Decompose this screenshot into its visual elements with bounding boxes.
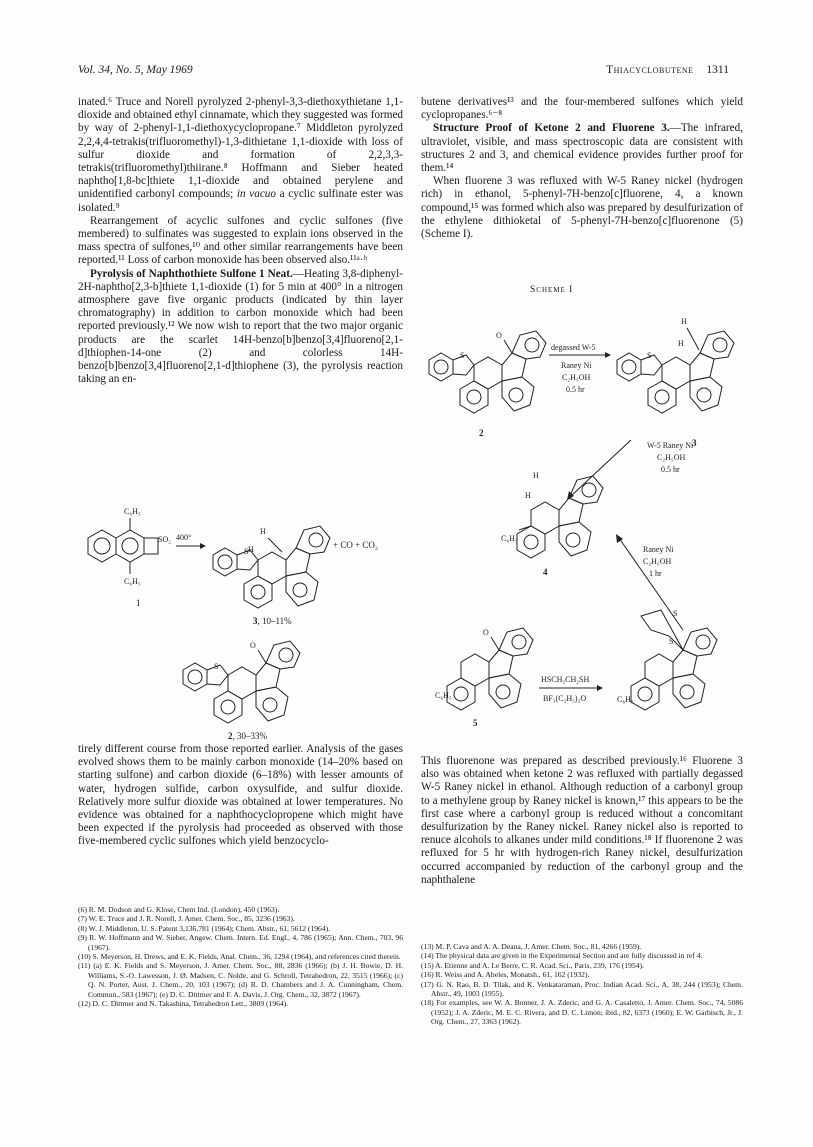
scheme-dithioketal	[617, 609, 717, 710]
paragraph: When fluorene 3 was refluxed with W-5 Raney nickel (hydrogen rich) in ethanol, 5-phenyl-7H-benzo[c]fluorene, 4, a known compound,¹⁵ was formed which also was prepared by desulfurization of the ethylene dithioketal of 5-phenyl-7H-benzo[c]fluorenone (5) (Scheme I).	[421, 175, 743, 241]
svg-text:C₂H₅OH: C₂H₅OH	[657, 453, 686, 462]
svg-text:HSCH₂CH₂SH: HSCH₂CH₂SH	[541, 675, 590, 684]
right-column-text	[421, 96, 743, 241]
phenyl-label: C₆H₅	[435, 691, 452, 700]
scheme-1-figure	[421, 300, 743, 728]
hydrogen-label: H	[260, 527, 266, 536]
footnote: (8) W. J. Middleton, U. S. Patent 3,136,781 (1964); Chem. Abstr., 61, 5612 (1964).	[78, 923, 331, 933]
scheme-compound-3	[617, 317, 734, 448]
right-column-text-continued	[421, 755, 743, 887]
paragraph: This fluorenone was prepared as described previously.¹⁶ Fluorene 3 also was obtained when ketone 2 was refluxed with partially degassed W-5 Raney nickel in ethanol. Although reduction of a carbonyl group to a methylene group by Raney nickel is known,¹⁷ this appears to be the first case where a carbonyl group is reduced without a concomitant desulfurization by the Raney nickel. Raney nickel also is reported to renuce alcohols to alkanes under mild conditions.¹⁸ If fluorenone 2 was refluxed for 5 hr with hydrogen-rich Raney nickel, desulfurization occurred accompanied by reduction of the carbonyl group and the naphthalene	[421, 755, 743, 886]
scheme-compound-5	[435, 628, 533, 728]
phenyl-label: C₆H₅	[617, 695, 634, 704]
oxygen-label: O	[496, 331, 502, 340]
compound-5-label: 5	[473, 718, 478, 728]
svg-text:0.5 hr: 0.5 hr	[566, 385, 585, 394]
footnote: (16) R. Weiss and A. Abeles, Monatsh., 61, 162 (1932).	[421, 970, 590, 980]
svg-text:Raney Ni: Raney Ni	[643, 545, 674, 554]
sulfur-label: S	[669, 637, 674, 646]
oxygen-label: O	[483, 628, 489, 637]
svg-text:0.5 hr: 0.5 hr	[661, 465, 680, 474]
sulfur-label: S	[647, 351, 652, 360]
journal-citation: Vol. 34, No. 5, May 1969	[78, 64, 193, 76]
footnote: (10) S. Meyerson, H. Drews, and E. K. Fields, Anal. Chem., 36, 1294 (1964), and references cited therein.	[78, 952, 401, 962]
paragraph: Structure Proof of Ketone 2 and Fluorene 3.—The infrared, ultraviolet, visible, and mass spectroscopic data are consistent with structures 2 and 3, and chemical evidence provides further proof for them.¹⁴	[421, 122, 743, 175]
svg-text:BF₃(C₂H₅)₂O: BF₃(C₂H₅)₂O	[543, 694, 587, 703]
svg-text:C₂H₅OH: C₂H₅OH	[562, 373, 591, 382]
paragraph: tirely different course from those reported earlier. Analysis of the gases evolved shows them to be mainly carbon monoxide (14–20% based on starting sulfone) and carbon dioxide (6–18%) with lesser amounts of water, hydrogen sulfide, carbon oxysulfide, and sulfur dioxide. Relatively more sulfur dioxide was obtained at lower temperatures. No evidence was obtained for a naphthocyclopropene which might have been expected if the pyrolysis had proceeded as observed with those five-membered cyclic sulfones which yield benzocyclo-	[78, 743, 403, 848]
svg-text:C₂H₅OH: C₂H₅OH	[643, 557, 672, 566]
footnote: (9) R. W. Hoffmann and W. Sieber, Angew. Chem. Intern. Ed. Engl., 4, 786 (1965); Ann. Chem., 703, 96 (1967).	[78, 933, 403, 952]
hydrogen-label: H	[533, 471, 539, 480]
compound-3-structure	[213, 526, 330, 608]
paragraph: butene derivatives¹³ and the four-membered sulfones which yield cyclopropanes.⁶⁻⁸	[421, 96, 743, 122]
compound-2-structure	[183, 641, 300, 723]
byproducts-label: + CO + CO₂	[333, 540, 379, 550]
svg-text:1 hr: 1 hr	[649, 569, 662, 578]
reaction-arrow	[571, 440, 631, 496]
footnote: (6) R. M. Dodson and G. Klose, Chem Ind. (London), 450 (1963).	[78, 905, 280, 914]
footnote: (11) (a) E. K. Fields and S. Meyerson, J. Amer. Chem. Soc., 88, 2836 (1966); (b) J. H. Bowie, D. H. Williams, S.-O. Lawesson, J. Ø. Madsen, C. Nolde, and G. Schroll, Tetrahedron, 22, 3515 (1966); (c) Q. N. Porter, Aust. J. Chem., 20, 103 (1967); (d) R. D. Chambers and J. A. Cunningham, Chem. Commun., 583 (1967); (e) D. C. Dittmer and F. A. Davis, J. Org. Chem., 32, 3872 (1967).	[78, 961, 403, 999]
compound-2-yield: 2, 30–33%	[228, 731, 267, 741]
sulfur-label: S	[460, 351, 465, 360]
left-column-text-continued	[78, 743, 403, 849]
paragraph: Pyrolysis of Naphthothiete Sulfone 1 Neat.—Heating 3,8-diphenyl-2H-naphtho[2,3-b]thiete 1,1-dioxide (1) for 5 min at 400° in a nitrogen atmosphere gave five organic products (indicated by thin layer chromatography) in addition to carbon monoxide which had been reported previously.¹² We now wish to report that the two major organic products are the scarlet 14H-benzo[b]benzo[3,4]fluoreno[2,1-d]thiophen-14-one (2) and colorless 14H-benzo[b]benzo[3,4]fluoreno[2,1-d]thiophene (3), the pyrolysis reaction taking an en-	[78, 267, 403, 386]
scheme-title: Scheme I	[530, 285, 574, 295]
phenyl-label: C₆H₅	[124, 577, 141, 586]
svg-text:degassed W-5: degassed W-5	[551, 343, 596, 352]
compound-3-yield: 3, 10–11%	[253, 616, 292, 626]
left-column-text	[78, 96, 403, 386]
section-heading: Pyrolysis of Naphthothiete Sulfone 1 Neat.	[90, 267, 293, 280]
sulfur-label: S	[214, 662, 219, 671]
footnotes-left	[78, 905, 403, 1008]
page-number: 1311	[706, 64, 729, 76]
hydrogen-label: H	[525, 491, 531, 500]
temperature-label: 400°	[176, 533, 192, 542]
scheme-compound-4	[501, 471, 603, 577]
running-head-title: Thiacyclobutene	[606, 64, 694, 76]
sulfur-label: S	[673, 609, 678, 618]
running-header	[606, 64, 729, 76]
hydrogen-label: H	[681, 317, 687, 326]
footnote: (15) A. Etienne and A. Le Berre, C. R. Acad. Sci., Paris, 239, 176 (1954).	[421, 960, 644, 970]
pyrolysis-reaction-figure	[78, 500, 408, 740]
phenyl-label: C₆H₅	[124, 507, 141, 516]
hydrogen-label: H	[248, 545, 254, 554]
section-heading: Structure Proof of Ketone 2 and Fluorene 3.	[433, 122, 670, 135]
footnote: (7) W. E. Truce and J. R. Norell, J. Amer. Chem. Soc., 85, 3236 (1963).	[78, 914, 295, 924]
compound-4-label: 4	[543, 567, 548, 577]
oxygen-label: O	[250, 641, 256, 650]
svg-text:W-5 Raney Ni: W-5 Raney Ni	[647, 441, 694, 450]
phenyl-label: C₆H₅	[501, 534, 518, 543]
footnotes-right	[421, 942, 743, 1027]
footnote: (18) For examples, see W. A. Bonner, J. A. Zderic, and G. A. Casaletto, J. Amer. Chem. Soc., 74, 5086 (1952); J. A. Zderic, M. E. C. Rivera, and D. C. Limon; ibid., 82, 6373 (1960); E. W. Garbisch, Jr., J. Org. Chem., 27, 3363 (1962).	[421, 998, 743, 1027]
so2-label: SO₂	[158, 535, 172, 544]
compound-1-structure	[88, 507, 171, 608]
hydrogen-label: H	[678, 339, 684, 348]
footnote: (12) D. C. Dittmer and N. Takashina, Tetrahedron Lett., 3809 (1964).	[78, 999, 289, 1009]
footnote: (14) The physical data are given in the Experimental Section and are fully discussed in ref 4.	[421, 951, 703, 961]
sulfur-label: S	[244, 547, 249, 556]
paragraph: inated.⁶ Truce and Norell pyrolyzed 2-phenyl-3,3-diethoxythietane 1,1-dioxide and obtained ethyl cinnamate, which they suggested was formed by way of 2-phenyl-1,1-diethoxycyclopropane.⁷ Middleton pyrolyzed 2,2,4,4-tetrakis(trifluoromethyl)-1,3-dithietane 1,1-dioxide with loss of sulfur dioxide and formation of 2,2,3,3-tetrakis(trifluoromethyl)thiirane.⁸ Hoffmann and Sieber heated naphtho[1,8-bc]thiete 1,1-dioxide and obtained perylene and unidentified carbonyl compounds; in vacuo a cyclic sulfinate ester was isolated.⁹	[78, 96, 403, 214]
footnote: (13) M. P. Cava and A. A. Deana, J. Amer. Chem. Soc., 81, 4266 (1959).	[421, 942, 642, 951]
footnote: (17) G. N. Rao, B. D. Tilak, and K. Venkataraman, Proc. Indian Acad. Sci., A, 38, 244 (1953); Chem. Abstr., 49, 1003 (1955).	[421, 979, 743, 999]
scheme-compound-2	[429, 331, 546, 438]
compound-3-label: 3	[692, 438, 697, 448]
svg-text:Raney Ni: Raney Ni	[561, 361, 592, 370]
compound-2-label: 2	[479, 428, 484, 438]
compound-1-label: 1	[136, 598, 141, 608]
paragraph: Rearrangement of acyclic sulfones and cyclic sulfones (five membered) to sulfinates was suggested to explain ions observed in the mass spectra of sulfones,¹⁰ and other similar rearrangements have been reported.¹¹ Loss of carbon monoxide has been observed also.¹¹ᵃ·ᵇ	[78, 214, 403, 267]
